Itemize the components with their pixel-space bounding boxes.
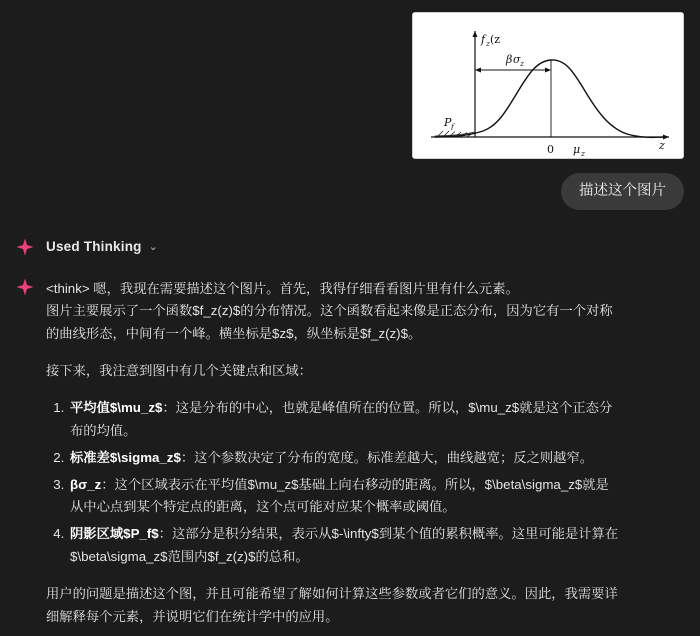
point-desc-cont: $\beta\sigma_z$范围内$f_z(z)$的总和。 [70,549,309,565]
point-desc: ：这个参数决定了分布的宽度。标准差越大，曲线越宽；反之则越窄。 [180,449,594,465]
svg-text:0: 0 [547,143,554,156]
svg-text:z: z [486,39,490,48]
paragraph-keypoints-lead: 接下来，我注意到图中有几个关键点和区域： [46,363,312,379]
svg-text:σ: σ [513,53,521,66]
used-thinking-label: Used Thinking [46,239,142,254]
assistant-message-body [46,278,684,629]
list-item [68,474,684,520]
paragraph-intro [46,278,684,347]
svg-text:z: z [581,149,585,158]
sparkle-icon [16,238,34,256]
intro-line-1: <think> 嗯，我现在需要描述这个图片。首先，我得仔细看看图片里有什么元素。 [46,280,519,296]
point-term: 阴影区域$P_f$ [70,526,159,542]
key-points-list [46,397,684,569]
point-desc-cont: 布的均值。 [70,422,137,438]
user-message-bubble[interactable]: 描述这个图片 [561,173,684,210]
conclusion-line-1: 用户的问题是描述这个图，并且可能希望了解如何计算这些参数或者它们的意义。因此，我需要详 [46,585,618,601]
chevron-down-icon[interactable]: ⌄ [148,241,158,253]
svg-text:(z: (z [490,33,501,46]
attachment-row [16,12,684,159]
list-item [68,447,684,470]
conclusion-line-2: 细解释每个元素，并说明它们在统计学中的应用。 [46,608,339,624]
point-term: 标准差$\sigma_z$ [70,449,181,465]
list-item [68,397,684,443]
assistant-message-row [16,278,684,629]
svg-text:μ: μ [573,143,581,156]
paragraph-conclusion [46,583,684,629]
svg-text:β: β [506,53,513,66]
point-desc: ：这部分是积分结果，表示从$-\infty$到某个值的累积概率。这里可能是计算在 [158,526,619,542]
point-desc: ：这个区域表示在平均值$\mu_z$基础上向右移动的距离。所以，$\beta\sigma_z$就是 [101,476,609,492]
point-term: βσ_z [70,476,102,492]
point-term: 平均值$\mu_z$ [70,399,163,415]
attached-image-normal-distribution[interactable] [412,12,684,159]
user-message-row [16,173,684,210]
intro-line-3: 的曲线形态，中间有一个峰。横坐标是$z$，纵坐标是$f_z(z)$。 [46,326,422,342]
svg-text:z: z [659,139,665,152]
svg-text:f: f [451,122,454,131]
sparkle-icon-message [16,278,34,296]
svg-text:P: P [444,116,452,129]
intro-line-2: 图片主要展示了一个函数$f_z(z)$的分布情况。这个函数看起来像是正态分布，因为它有一个对称 [46,303,613,319]
point-desc-cont: 从中心点到某个特定点的距离，这个点可能对应某个概率或阈值。 [70,499,456,515]
svg-text:f: f [481,33,486,46]
point-desc: ：这是分布的中心，也就是峰值所在的位置。所以，$\mu_z$就是这个正态分 [162,399,613,415]
svg-text:z: z [520,59,524,68]
list-item [68,523,684,569]
used-thinking-header[interactable] [16,238,684,256]
